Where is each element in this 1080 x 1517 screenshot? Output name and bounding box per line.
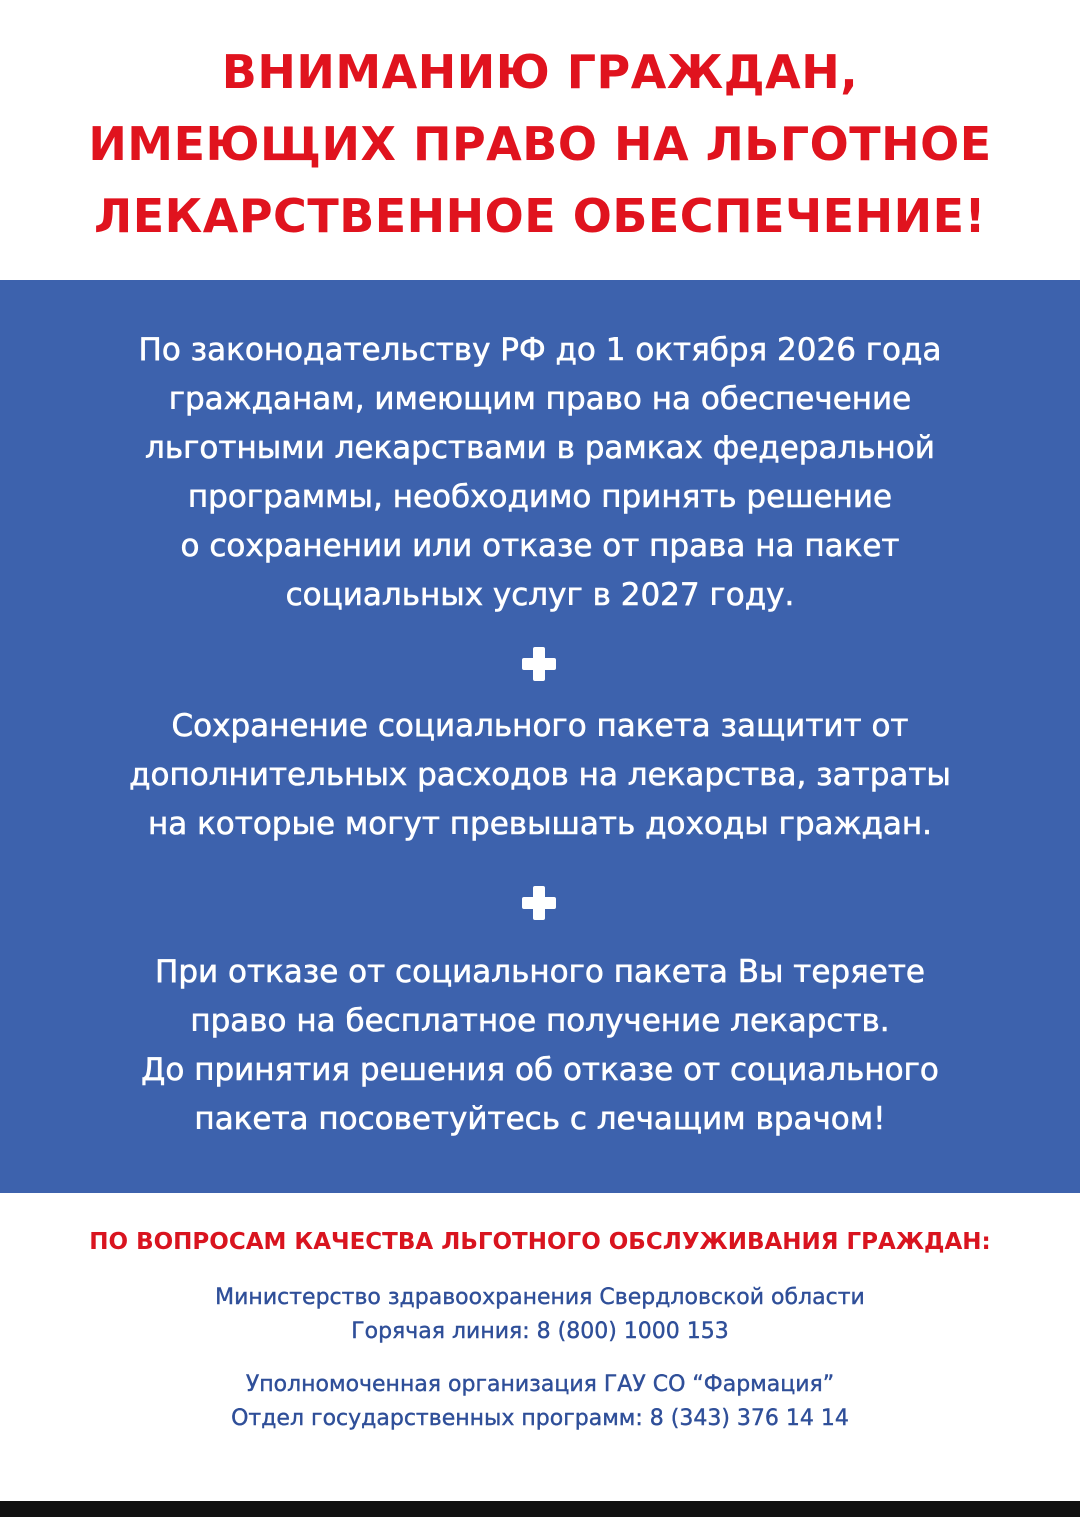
paragraph-line: программы, необходимо принять решение — [187, 479, 893, 515]
paragraph-line: гражданам, имеющим право на обеспечение — [168, 381, 912, 417]
pharmacy-contact — [0, 1368, 1080, 1436]
pharmacy-phone: Отдел государственных программ: 8 (343) 376 14 14 — [231, 1406, 849, 1431]
paragraph-line: право на бесплатное получение лекарств. — [190, 1003, 890, 1039]
ministry-name: Министерство здравоохранения Свердловской области — [215, 1285, 865, 1310]
paragraph-line: социальных услуг в 2027 году. — [285, 577, 795, 613]
deadline-paragraph — [0, 326, 1080, 620]
paragraph-line: льготными лекарствами в рамках федеральной — [145, 430, 935, 466]
headline — [0, 36, 1080, 252]
paragraph-line: Сохранение социального пакета защитит от — [171, 708, 909, 744]
headline-line-1: ВНИМАНИЮ ГРАЖДАН, — [221, 45, 859, 99]
warning-paragraph — [0, 948, 1080, 1144]
pharmacy-name: Уполномоченная организация ГАУ СО “Фармация” — [245, 1372, 835, 1397]
paragraph-line: При отказе от социального пакета Вы теряете — [155, 954, 925, 990]
paragraph-line: пакета посоветуйтесь с лечащим врачом! — [194, 1101, 886, 1137]
paragraph-line: на которые могут превышать доходы граждан. — [147, 806, 933, 842]
paragraph-line: о сохранении или отказе от права на пакет — [180, 528, 900, 564]
plus-icon — [522, 647, 556, 681]
headline-line-2: ИМЕЮЩИХ ПРАВО НА ЛЬГОТНОЕ — [88, 117, 992, 171]
paragraph-line: По законодательству РФ до 1 октября 2026 года — [138, 332, 942, 368]
benefit-paragraph — [0, 702, 1080, 849]
bottom-edge-bar — [0, 1501, 1080, 1517]
paragraph-line: До принятия решения об отказе от социального — [141, 1052, 939, 1088]
headline-line-3: ЛЕКАРСТВЕННОЕ ОБЕСПЕЧЕНИЕ! — [94, 189, 986, 243]
contacts-heading: ПО ВОПРОСАМ КАЧЕСТВА ЛЬГОТНОГО ОБСЛУЖИВАНИЯ ГРАЖДАН: — [89, 1229, 991, 1255]
plus-icon — [522, 886, 556, 920]
ministry-contact — [0, 1281, 1080, 1349]
ministry-hotline: Горячая линия: 8 (800) 1000 153 — [351, 1319, 729, 1344]
paragraph-line: дополнительных расходов на лекарства, затраты — [129, 757, 951, 793]
